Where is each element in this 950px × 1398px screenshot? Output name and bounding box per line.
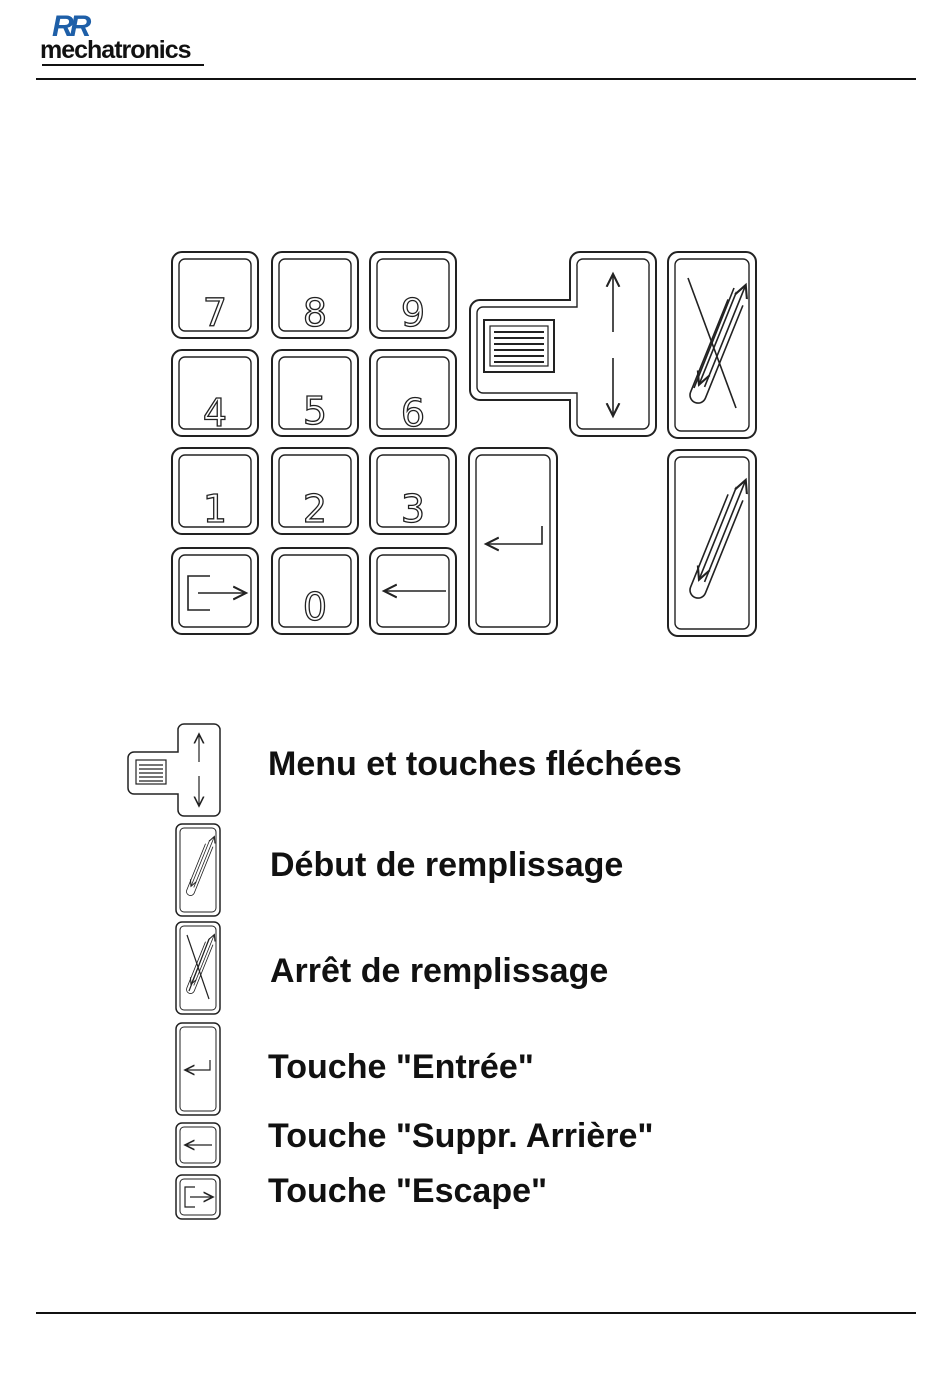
- key-8-label: 8: [302, 291, 328, 335]
- key-start-filling: [668, 450, 756, 636]
- legend-backspace-key-icon: [175, 1122, 221, 1168]
- key-9-label: 9: [400, 291, 426, 335]
- key-3-label: 3: [400, 487, 426, 531]
- legend-enter-key-icon: [175, 1022, 221, 1116]
- key-7-label: 7: [202, 291, 228, 335]
- legend-escape-key-icon: [175, 1174, 221, 1220]
- keypad-diagram: [168, 248, 768, 643]
- footer-rule: [36, 1312, 916, 1314]
- legend-label-start-filling: Début de remplissage: [270, 846, 624, 884]
- key-5-label: 5: [302, 389, 328, 433]
- key-2-label: 2: [302, 487, 328, 531]
- legend-label-menu: Menu et touches fléchées: [268, 745, 682, 783]
- legend-label-stop-filling: Arrêt de remplissage: [270, 952, 609, 990]
- key-4-label: 4: [202, 391, 228, 435]
- legend-label-backspace: Touche "Suppr. Arrière": [268, 1117, 654, 1155]
- company-logo: [40, 8, 210, 70]
- key-enter: [469, 448, 557, 634]
- legend-label-enter: Touche "Entrée": [268, 1048, 534, 1086]
- legend-stop-filling-icon: [175, 921, 221, 1015]
- key-6-label: 6: [400, 391, 426, 435]
- key-escape: [172, 548, 258, 634]
- logo-name: mechatronics: [40, 36, 191, 64]
- logo-underline: [42, 64, 204, 66]
- key-1-label: 1: [202, 487, 228, 531]
- logo-mark: RR: [52, 10, 88, 43]
- legend-start-filling-icon: [175, 823, 221, 917]
- legend-menu-arrows-icon: [126, 722, 222, 818]
- header-rule: [36, 78, 916, 80]
- key-0-label: 0: [302, 585, 328, 629]
- legend-label-escape: Touche "Escape": [268, 1172, 548, 1210]
